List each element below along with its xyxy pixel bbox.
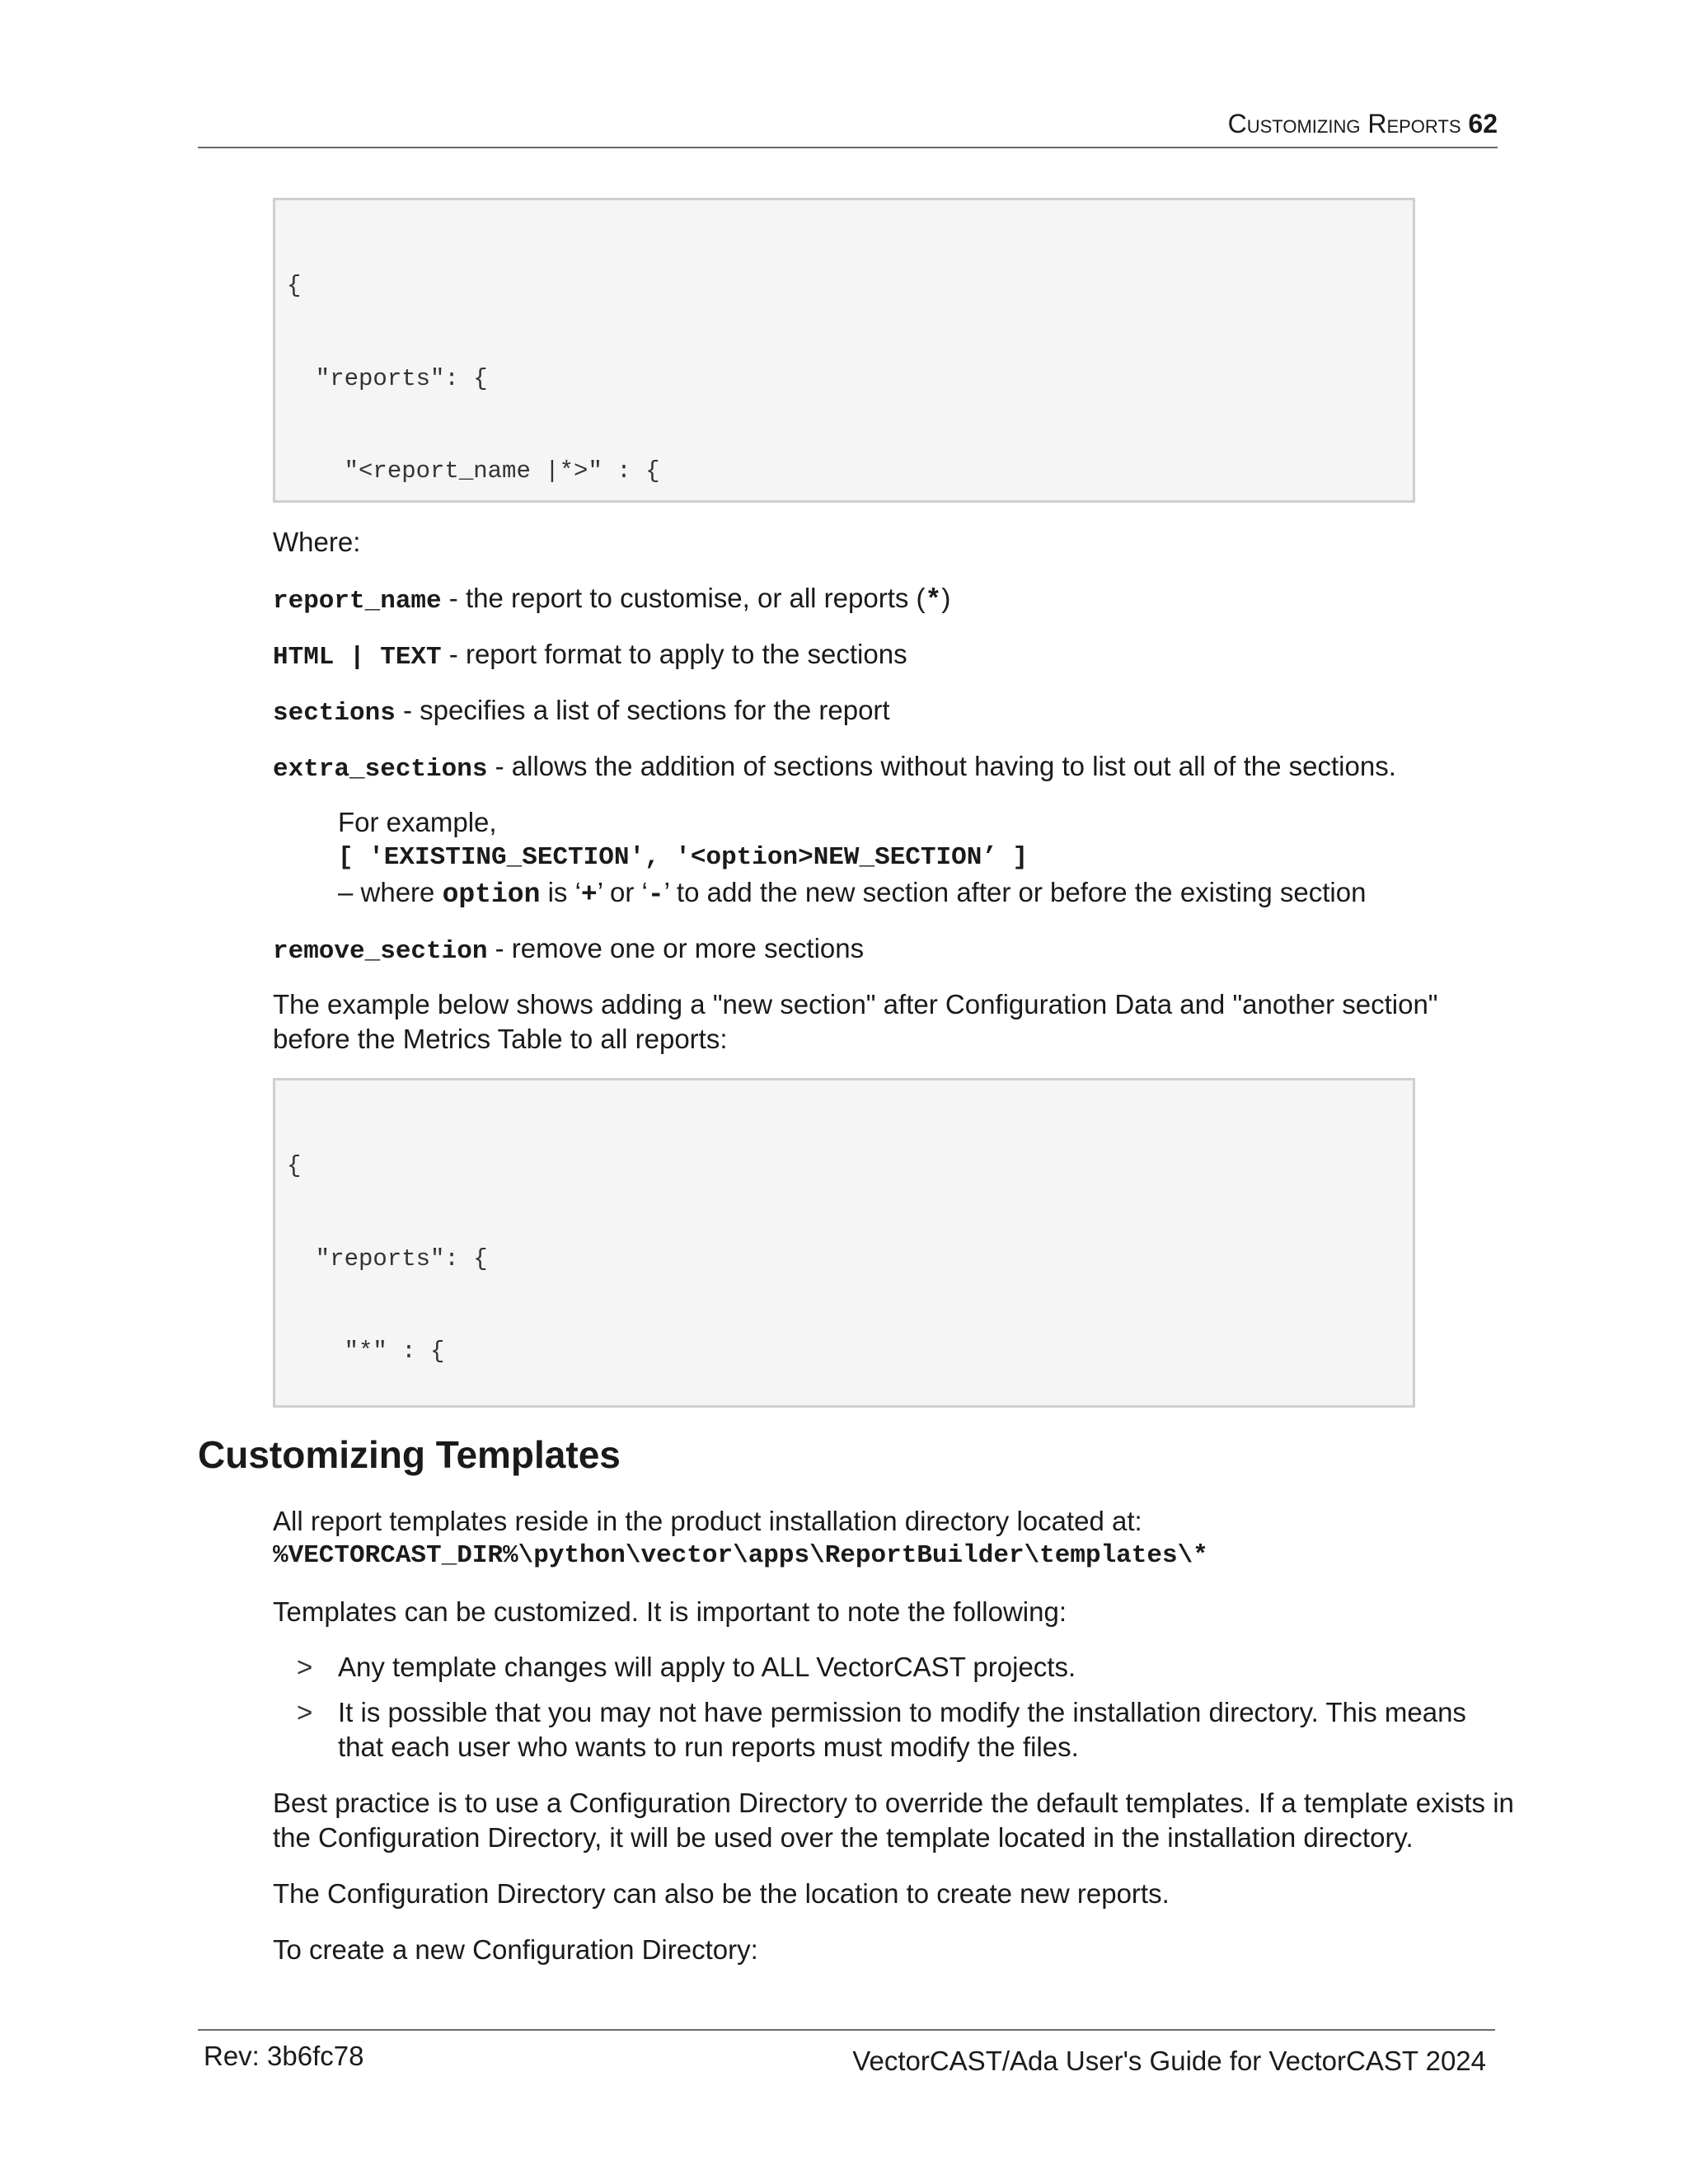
bullet-text: It is possible that you may not have permission to modify the installation directory. This means	[338, 1697, 1466, 1727]
bullet-text: that each user who wants to run reports must modify the files.	[338, 1732, 1079, 1762]
header-section-title: Customizing Reports	[1227, 109, 1461, 138]
code-line: {	[287, 272, 302, 299]
definition-desc: - the report to customise, or all reports (	[441, 583, 926, 613]
definition-term: remove_section	[273, 937, 488, 966]
example-intro: For example,	[338, 807, 497, 837]
definition-sections	[273, 693, 890, 731]
definition-extra-sections	[273, 749, 1396, 787]
section-heading: Customizing Templates	[198, 1433, 621, 1476]
templates-location-path: %VECTORCAST_DIR%\python\vector\apps\ReportBuilder\templates\*	[273, 1541, 1208, 1570]
example-option-term: option	[442, 879, 541, 910]
example-tail: ’ to add the new section after or before the existing section	[663, 877, 1367, 907]
definition-term: report_name	[273, 587, 442, 616]
footer-rule	[198, 2029, 1495, 2031]
header-page-number: 62	[1468, 109, 1498, 138]
code-line: {	[287, 1152, 302, 1179]
code-line: "<report_name |*>" : {	[287, 457, 660, 485]
definition-desc: - allows the addition of sections without having to list out all of the sections.	[487, 751, 1396, 781]
code-line: "reports": {	[287, 1244, 488, 1272]
bullet-text: Any template changes will apply to ALL VectorCAST projects.	[338, 1652, 1076, 1682]
templates-location-intro: All report templates reside in the product installation directory located at:	[273, 1506, 1142, 1536]
create-config-intro: To create a new Configuration Directory:	[273, 1934, 758, 1965]
definition-term: extra_sections	[273, 755, 488, 784]
footer-revision: Rev: 3b6fc78	[204, 2041, 364, 2071]
example-where: – where	[338, 877, 443, 907]
example-code: [ 'EXISTING_SECTION', '<option>NEW_SECTION’ ]	[338, 843, 1029, 872]
example-explanation	[338, 875, 1366, 912]
running-header	[198, 104, 1498, 143]
config-new-reports: The Configuration Directory can also be the location to create new reports.	[273, 1878, 1170, 1909]
bullet-marker-icon: >	[297, 1697, 313, 1727]
example-paragraph-line: The example below shows adding a "new section" after Configuration Data and "another section"	[273, 989, 1438, 1019]
best-practice-line: the Configuration Directory, it will be used over the template located in the installation directory.	[273, 1822, 1414, 1853]
definition-term: sections	[273, 699, 396, 728]
definition-report-name	[273, 581, 950, 619]
code-block-extra-sections-example	[273, 1078, 1415, 1408]
bullet-marker-icon: >	[297, 1652, 313, 1682]
best-practice-line: Best practice is to use a Configuration Directory to override the default templates. If a template exists in	[273, 1788, 1514, 1818]
footer-guide-title: VectorCAST/Ada User's Guide for VectorCAST 2024	[852, 2046, 1486, 2076]
definition-desc: - remove one or more sections	[487, 933, 865, 963]
code-block-report-structure	[273, 198, 1415, 503]
example-minus: -	[647, 879, 664, 910]
example-or: ’ or ‘	[597, 877, 648, 907]
where-label: Where:	[273, 527, 361, 557]
definition-remove-section	[273, 931, 864, 969]
definition-term: HTML | TEXT	[273, 643, 442, 672]
definition-desc-code: *	[925, 585, 942, 616]
definition-format	[273, 637, 907, 675]
example-plus: +	[580, 879, 598, 910]
header-rule	[198, 147, 1498, 148]
templates-customized-note: Templates can be customized. It is important to note the following:	[273, 1596, 1067, 1627]
code-line: "reports": {	[287, 364, 488, 392]
example-is: is ‘	[540, 877, 581, 907]
example-paragraph-line: before the Metrics Table to all reports:	[273, 1024, 728, 1054]
definition-desc: )	[941, 583, 951, 613]
definition-desc: - report format to apply to the sections	[441, 639, 907, 669]
code-line: "*" : {	[287, 1338, 445, 1365]
definition-desc: - specifies a list of sections for the report	[395, 695, 890, 725]
